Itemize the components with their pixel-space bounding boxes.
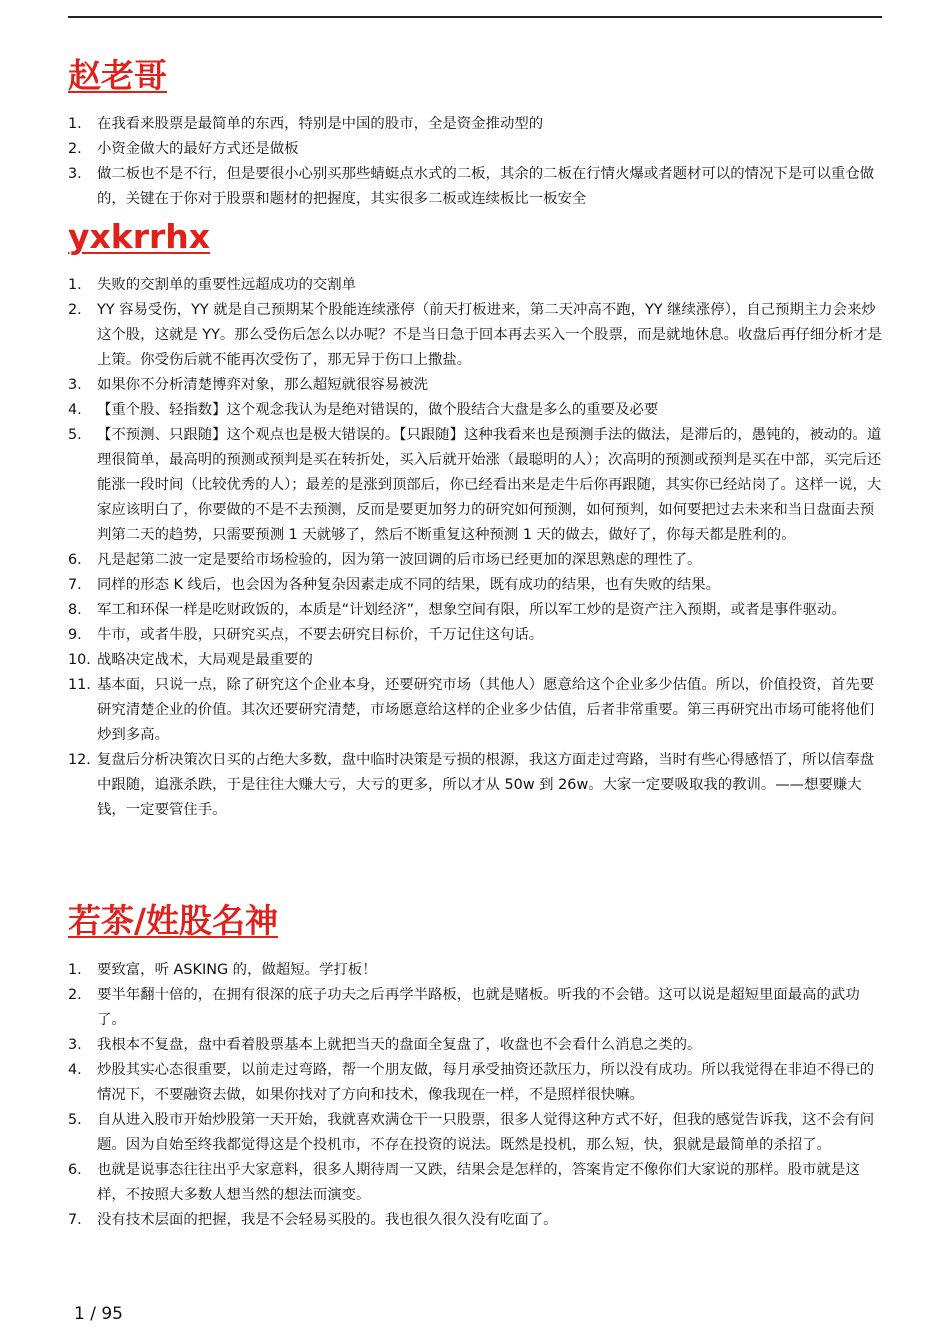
list-item-number: 1. xyxy=(68,277,82,293)
page-indicator: 1 / 95 xyxy=(74,1304,123,1324)
list-item-number: 2. xyxy=(68,302,82,318)
list-item xyxy=(68,137,882,162)
list-item-text: 我根本不复盘，盘中看着股票基本上就把当天的盘面全复盘了，收盘也不会看什么消息之类的。 xyxy=(97,1037,702,1053)
list-item-number: 4. xyxy=(68,1062,82,1078)
list-item xyxy=(68,748,882,823)
list-item xyxy=(68,1108,882,1158)
list-item xyxy=(68,983,882,1033)
list-item xyxy=(68,1158,882,1208)
list-item-number: 3. xyxy=(68,166,82,182)
section-title-yxkrrhx: yxkrrhx xyxy=(68,217,211,256)
list-item xyxy=(68,373,882,398)
list-item-number: 7. xyxy=(68,1212,82,1228)
list-item-number: 6. xyxy=(68,1162,82,1178)
list-item xyxy=(68,548,882,573)
list-item-text: 自从进入股市开始炒股第一天开始，我就喜欢满仓干一只股票，很多人觉得这种方式不好，但我的感觉告诉我，这不会有问题。因为自始至终我都觉得这是个投机市，不存在投资的说法。既然是投机，那么短，快，狠就是最简单的杀招了。 xyxy=(97,1112,875,1153)
list-item-text: 凡是起第二波一定是要给市场检验的，因为第一波回调的后市场已经更加的深思熟虑的理性了。 xyxy=(97,552,702,568)
list-item-number: 1. xyxy=(68,116,82,132)
list-item-number: 6. xyxy=(68,552,82,568)
list-item-text: 没有技术层面的把握，我是不会轻易买股的。我也很久很久没有吃面了。 xyxy=(97,1212,558,1228)
list-item xyxy=(68,573,882,598)
list-item-text: 炒股其实心态很重要，以前走过弯路，帮一个朋友做，每月承受抽资还款压力，所以没有成功。所以我觉得在非迫不得已的情况下，不要融资去做，如果你找对了方向和技术，像我现在一样，不是照样很快嘛。 xyxy=(97,1062,875,1103)
list-item xyxy=(68,298,882,373)
list-item xyxy=(68,112,882,137)
list-item-text: 如果你不分析清楚博弈对象，那么超短就很容易被洗 xyxy=(97,377,428,393)
section-list-zhao xyxy=(68,112,882,212)
list-item-text: 要半年翻十倍的，在拥有很深的底子功夫之后再学半路板，也就是赌板。听我的不会错。这可以说是超短里面最高的武功了。 xyxy=(97,987,860,1028)
list-item xyxy=(68,648,882,673)
list-item-text: 基本面，只说一点，除了研究这个企业本身，还要研究市场（其他人）愿意给这个企业多少估值。所以，价值投资，首先要研究清楚企业的价值。其次还要研究清楚，市场愿意给这样的企业多少估值，后者非常重要。第三再研究出市场可能将他们炒到多高。 xyxy=(97,677,875,743)
list-item-number: 2. xyxy=(68,141,82,157)
list-item-number: 2. xyxy=(68,987,82,1003)
top-rule xyxy=(68,16,882,18)
list-item-text: 牛市，或者牛股，只研究买点，不要去研究目标价，千万记住这句话。 xyxy=(97,627,544,643)
list-item-text: 在我看来股票是最简单的东西，特别是中国的股市，全是资金推动型的 xyxy=(97,116,544,132)
list-item-text: YY 容易受伤，YY 就是自己预期某个股能连续涨停（前天打板进来，第二天冲高不跑，YY 继续涨停），自己预期主力会来炒这个股，这就是 YY。那么受伤后怎么以办呢？不是当日急于回本再去买入一个股票，而是就地休息。收盘后再仔细分析才是上策。你受伤后就不能再次受伤了，那无异于伤口上撒盐。 xyxy=(97,302,882,368)
list-item-number: 11. xyxy=(68,677,91,693)
list-item-number: 5. xyxy=(68,1112,82,1128)
list-item xyxy=(68,958,882,983)
list-item xyxy=(68,673,882,748)
section-list-yxkrrhx xyxy=(68,273,882,823)
list-item xyxy=(68,398,882,423)
list-item-number: 8. xyxy=(68,602,82,618)
list-item-text: 做二板也不是不行，但是要很小心别买那些蜻蜓点水式的二板，其余的二板在行情火爆或者题材可以的情况下是可以重仓做的，关键在于你对于股票和题材的把握度，其实很多二板或连续板比一板安全 xyxy=(97,166,875,207)
list-item-text: 失败的交割单的重要性远超成功的交割单 xyxy=(97,277,357,293)
list-item-number: 12. xyxy=(68,752,91,768)
list-item-number: 7. xyxy=(68,577,82,593)
list-item-text: 要致富，听 ASKING 的，做超短。学打板！ xyxy=(97,962,377,978)
list-item xyxy=(68,1058,882,1108)
list-item-text: 战略决定战术，大局观是最重要的 xyxy=(97,652,313,668)
list-item-text: 小资金做大的最好方式还是做板 xyxy=(97,141,299,157)
section-title-ruocha: 若茶/姓股名神 xyxy=(68,901,279,940)
list-item-number: 4. xyxy=(68,402,82,418)
section-title-zhao: 赵老哥 xyxy=(68,56,167,95)
section-list-ruocha xyxy=(68,958,882,1233)
list-item xyxy=(68,623,882,648)
list-item xyxy=(68,423,882,548)
list-item-number: 9. xyxy=(68,627,82,643)
list-item xyxy=(68,1033,882,1058)
list-item-number: 1. xyxy=(68,962,82,978)
list-item-text: 复盘后分析决策次日买的占绝大多数，盘中临时决策是亏损的根源，我这方面走过弯路，当时有些心得感悟了，所以信奉盘中跟随，追涨杀跌，于是往往大赚大亏，大亏的更多，所以才从 50w 到 26w。大家一定要吸取我的教训。——想要赚大钱，一定要管住手。 xyxy=(97,752,875,818)
list-item-number: 5. xyxy=(68,427,82,443)
list-item-number: 3. xyxy=(68,1037,82,1053)
list-item xyxy=(68,598,882,623)
list-item-text: 军工和环保一样是吃财政饭的，本质是“计划经济”，想象空间有限，所以军工炒的是资产注入预期，或者是事件驱动。 xyxy=(97,602,846,618)
list-item-number: 3. xyxy=(68,377,82,393)
list-item-number: 10. xyxy=(68,652,91,668)
list-item xyxy=(68,162,882,212)
list-item xyxy=(68,1208,882,1233)
list-item xyxy=(68,273,882,298)
list-item-text: 同样的形态 K 线后，也会因为各种复杂因素走成不同的结果，既有成功的结果，也有失败的结果。 xyxy=(97,577,720,593)
list-item-text: 【重个股、轻指数】这个观念我认为是绝对错误的，做个股结合大盘是多么的重要及必要 xyxy=(97,402,659,418)
list-item-text: 【不预测、只跟随】这个观点也是极大错误的。【只跟随】这种我看来也是预测手法的做法，是滞后的，愚钝的，被动的。道理很简单，最高明的预测或预判是买在转折处，买入后就开始涨（最聪明的人）；次高明的预测或预判是买在中部，买完后还能涨一段时间（比较优秀的人）；最差的是涨到顶部后，你已经看出来是走牛后你再跟随，其实你已经站岗了。这样一说，大家应该明白了，你要做的不是不去预测，反而是要更加努力的研究如何预测，如何预判，如何要把过去未来和当日盘面去预判第二天的趋势，只需要预测 1 天就够了，然后不断重复这种预测 1 天的做去，做好了，你每天都是胜利的。 xyxy=(97,427,882,543)
list-item-text: 也就是说事态往往出乎大家意料，很多人期待周一又跌，结果会是怎样的，答案肯定不像你们大家说的那样。股市就是这样，不按照大多数人想当然的想法而演变。 xyxy=(97,1162,860,1203)
